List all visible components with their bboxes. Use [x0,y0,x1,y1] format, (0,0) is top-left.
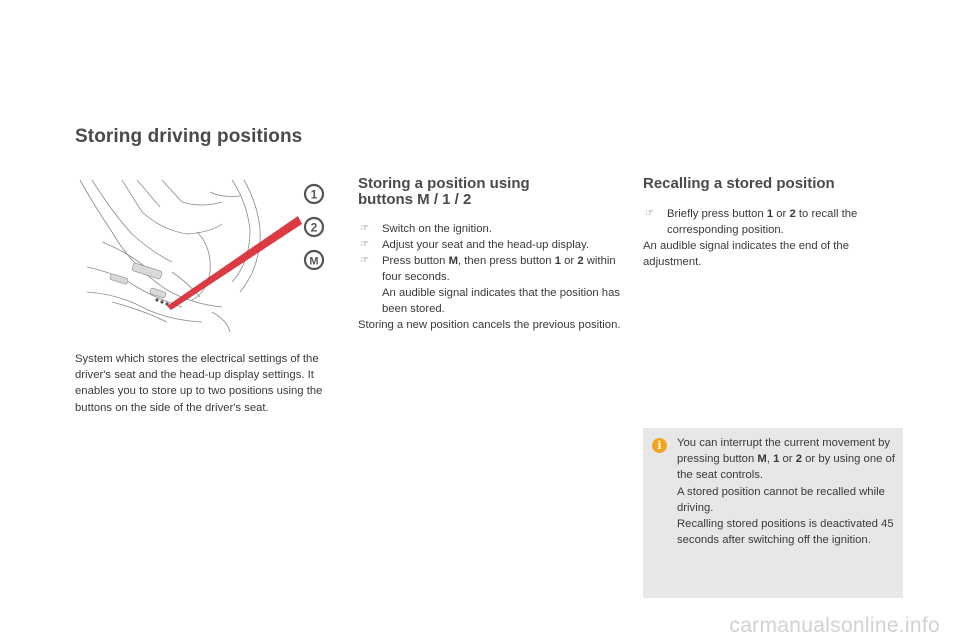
button-1-ref: 1 [773,453,780,466]
intro-paragraph: System which stores the electrical settings of the driver's seat and the head-up display settings. It enables you to store up to two positions using the buttons on the side of the driver's seat. [75,353,323,414]
memory-button-2-icon [305,218,323,236]
info-line1-suffix: or by using one of the seat controls. [677,453,895,482]
page-title: Storing driving positions [75,126,303,147]
button-m-label: M [309,255,319,268]
button-1-ref: 1 [554,255,561,267]
list-item [358,221,628,237]
info-line1-prefix: You can interrupt the current movement by pressing button [677,437,891,466]
info-or: or [779,453,796,466]
button-2-ref: 2 [789,208,796,220]
seat-outline [80,180,260,332]
info-icon: i [652,438,667,453]
button-m-ref: M [448,255,458,267]
list-item [643,206,903,238]
button-2-ref: 2 [577,255,584,267]
list-item [358,253,628,317]
info-line2: A stored position cannot be recalled while driving. [677,485,885,514]
step-text: Switch on the ignition. [382,223,492,235]
step-or: or [561,255,578,267]
memory-button-1-icon [305,185,323,203]
recalling-heading: Recalling a stored position [643,175,835,192]
button-1-ref: 1 [766,208,774,220]
step-mid: , then press button [457,255,555,267]
info-line3: Recalling stored positions is deactivated 45 seconds after switching off the ignition. [677,518,894,547]
memory-button-m-icon [305,251,323,269]
recalling-note: An audible signal indicates the end of the adjustment. [643,240,850,268]
step-suffix: within four seconds. [382,255,616,283]
storing-heading [358,176,628,208]
pointing-hand-icon [360,237,374,253]
storing-heading-line1: Storing a position using [358,175,530,192]
info-text [677,435,899,548]
step-suffix: to recall the corresponding position. [667,208,858,236]
step-text [382,253,628,285]
watermark: carmanualsonline.info [729,614,940,637]
pointing-hand-icon [360,253,374,269]
step-or: or [773,208,790,220]
pointing-hand-icon [360,221,374,237]
storing-steps [358,221,628,317]
button-2-label: 2 [310,220,318,235]
pointing-hand-icon [645,206,659,222]
step-text [667,206,903,238]
step-prefix: Press button [382,255,449,267]
list-item [358,237,628,253]
storing-note: Storing a new position cancels the previous position. [358,319,621,331]
recalling-steps [643,206,903,238]
info-box [643,428,903,598]
pointer-arrow [167,216,302,310]
storing-section [358,176,628,333]
step-prefix: Briefly press button [667,208,767,220]
button-1-label: 1 [310,187,318,202]
info-comma: , [766,453,774,466]
step-subtext: An audible signal indicates that the position has been stored. [382,287,621,315]
button-2-ref: 2 [795,453,803,466]
recalling-section [643,176,903,270]
step-text: Adjust your seat and the head-up display. [382,239,590,251]
button-m-ref: M [757,453,767,466]
seat-control-panel [110,263,167,299]
seat-memory-buttons-illustration [72,172,332,334]
storing-heading-line2: buttons M / 1 / 2 [358,191,472,208]
